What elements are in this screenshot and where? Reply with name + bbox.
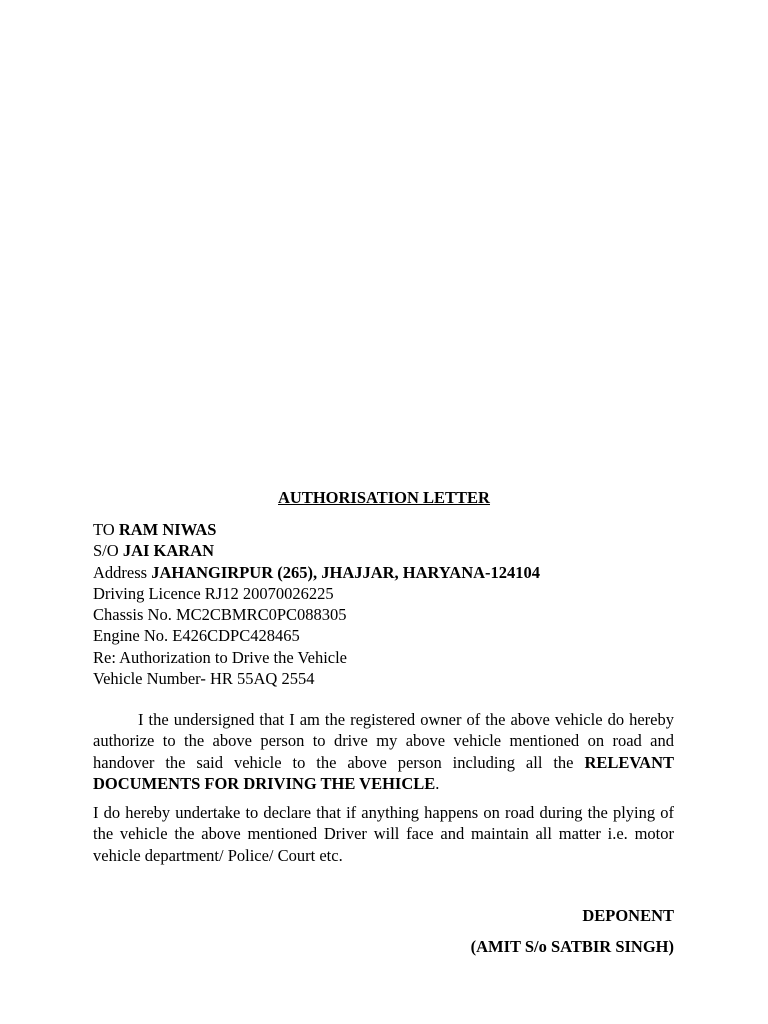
deponent-name: (AMIT S/o SATBIR SINGH) (470, 937, 674, 956)
chassis-line: Chassis No. MC2CBMRC0PC088305 (93, 605, 347, 625)
driving-licence-line: Driving Licence RJ12 20070026225 (93, 583, 334, 603)
to-prefix: TO (93, 520, 119, 539)
father-name: JAI KARAN (122, 541, 215, 561)
subject-line: Re: Authorization to Drive the Vehicle (93, 647, 348, 667)
deponent-label: DEPONENT (582, 906, 674, 925)
paragraph-end: . (435, 773, 440, 793)
declaration-paragraph: I do hereby undertake to declare that if anything happens on road during the plying of the vehicle the above mentioned Driver will face and maintain all matter i.e. motor vehicle department/ Police/ Court etc. (93, 803, 674, 865)
vehicle-number-line: Vehicle Number- HR 55AQ 2554 (93, 669, 315, 689)
address-prefix: Address (93, 562, 152, 582)
son-of-line (93, 540, 683, 561)
son-of-prefix: S/O (93, 541, 123, 561)
recipient-name: RAM NIWAS (118, 520, 217, 539)
to-line (93, 519, 683, 540)
documents-emphasis: RELEVANT DOCUMENTS FOR DRIVING THE VEHICLE (93, 752, 674, 793)
engine-line: Engine No. E426CDPC428465 (93, 626, 300, 646)
address-value: JAHANGIRPUR (265), JHAJJAR, HARYANA-124104 (151, 562, 541, 582)
paragraph-text: I the undersigned that I am the registered owner of the above vehicle do hereby authorize to the above person to drive my above vehicle mentioned on road and handover the said vehicle to the above person including all the (93, 710, 674, 772)
recipient-details (93, 519, 683, 689)
letter-title: AUTHORISATION LETTER (278, 488, 490, 507)
address-line (93, 562, 683, 583)
authorization-paragraph (93, 709, 674, 794)
